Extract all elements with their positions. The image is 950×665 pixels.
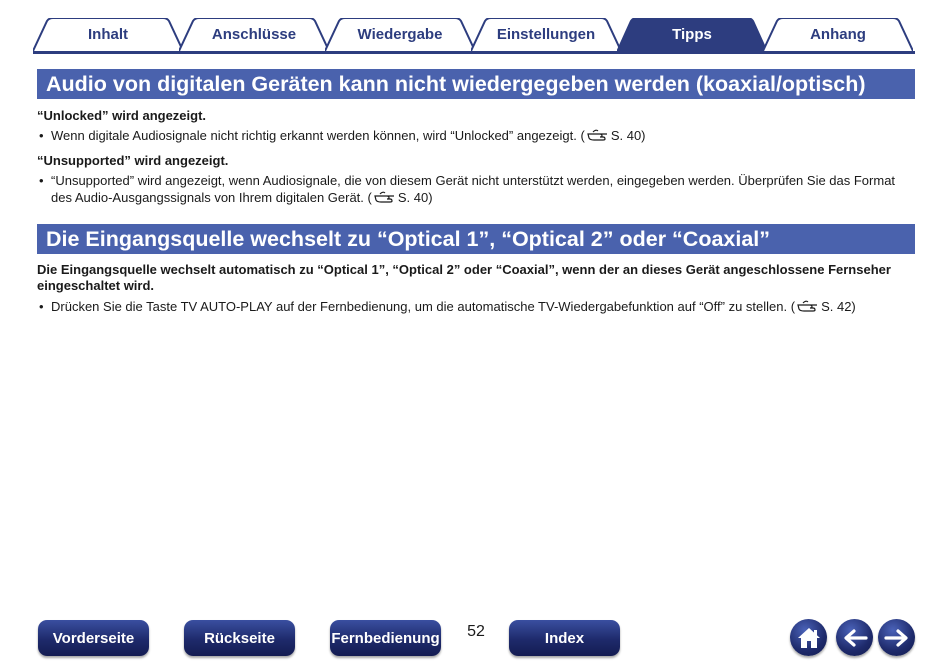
pointing-hand-icon — [797, 300, 819, 314]
page-reference-link[interactable] — [368, 190, 433, 205]
tab-label: Tipps — [672, 26, 712, 43]
tab-label: Inhalt — [88, 26, 128, 43]
bullet-text: Drücken Sie die Taste TV AUTO-PLAY auf der Fernbedienung, um die automatische TV-Wiedergabefunktion auf “Off” zu stellen. — [51, 299, 788, 314]
subheading-unsupported: “Unsupported” wird angezeigt. — [37, 153, 229, 168]
tab-tipps[interactable] — [617, 18, 767, 51]
tab-label: Wiedergabe — [357, 26, 443, 43]
pointing-hand-icon — [587, 129, 609, 143]
section-title-audio: Audio von digitalen Geräten kann nicht wiedergegeben werden (koaxial/optisch) — [37, 69, 915, 99]
arrow-left-icon — [842, 628, 868, 648]
tab-label: Anschlüsse — [211, 26, 297, 43]
tab-label: Einstellungen — [496, 26, 596, 43]
fernbedienung-button[interactable]: Fernbedienung — [330, 620, 441, 656]
ref-page: S. 40) — [610, 128, 646, 143]
tab-label: Anhang — [810, 26, 866, 43]
bullet-dot: • — [39, 173, 44, 188]
tab-underline — [33, 51, 915, 54]
tab-anhang[interactable] — [763, 18, 913, 51]
home-button[interactable] — [790, 619, 827, 656]
ref-page: S. 40) — [397, 190, 433, 205]
bullet-dot: • — [39, 128, 44, 143]
home-icon — [796, 626, 822, 650]
tab-inhalt[interactable] — [33, 18, 183, 51]
tab-einstellungen[interactable] — [471, 18, 621, 51]
arrow-right-icon — [884, 628, 910, 648]
pointing-hand-icon — [374, 191, 396, 205]
bullet-text: Wenn digitale Audiosignale nicht richtig erkannt werden können, wird “Unlocked” angezeigt. — [51, 128, 577, 143]
page-reference-link[interactable] — [791, 299, 856, 314]
bullet-text: “Unsupported” wird angezeigt, wenn Audiosignale, die von diesem Gerät nicht unterstützt werden, eingegeben werden. Überprüfen Sie das Format des Audio-Ausgangssignals von Ihrem digitalen Gerät. — [51, 173, 896, 205]
ref-open: ( — [580, 128, 585, 143]
page-reference-link[interactable] — [580, 128, 645, 143]
tab-wiedergabe[interactable] — [325, 18, 475, 51]
page-number: 52 — [467, 623, 485, 640]
bullet-unlocked — [37, 127, 917, 144]
bullet-tv-auto-play — [37, 298, 917, 315]
bullet-dot: • — [39, 299, 44, 314]
bullet-unsupported — [37, 172, 917, 206]
ref-open: ( — [367, 190, 372, 205]
section-title-input-source: Die Eingangsquelle wechselt zu “Optical 1”, “Optical 2” oder “Coaxial” — [37, 224, 915, 254]
tab-anschluesse[interactable] — [179, 18, 329, 51]
back-button[interactable] — [836, 619, 873, 656]
forward-button[interactable] — [878, 619, 915, 656]
rueckseite-button[interactable]: Rückseite — [184, 620, 295, 656]
index-button[interactable]: Index — [509, 620, 620, 656]
ref-page: S. 42) — [821, 299, 856, 314]
subheading-unlocked: “Unlocked” wird angezeigt. — [37, 108, 207, 123]
subheading-input-source: Die Eingangsquelle wechselt automatisch zu “Optical 1”, “Optical 2” oder “Coaxial”, wenn der an dieses Gerät angeschlossene Fernseher eingeschaltet wird. — [37, 262, 891, 293]
vorderseite-button[interactable]: Vorderseite — [38, 620, 149, 656]
ref-open: ( — [790, 299, 796, 314]
tab-bar — [0, 0, 950, 56]
